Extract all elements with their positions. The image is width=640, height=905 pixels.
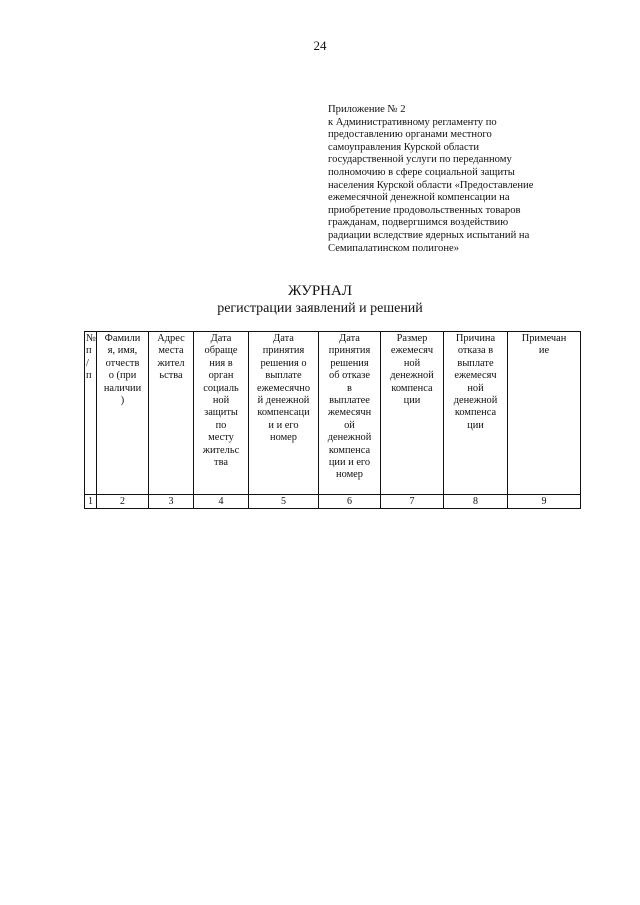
column-header-refusal-reason: Причина отказа в выплате ежемесяч ной денежной компенса ции bbox=[444, 332, 508, 495]
column-number-cell: 2 bbox=[97, 495, 149, 509]
column-header-full-name: Фамили я, имя, отчеств о (при наличии ) bbox=[97, 332, 149, 495]
appendix-line: предоставлению органами местного bbox=[328, 129, 492, 141]
page-number: 24 bbox=[313, 38, 327, 53]
appendix-line: гражданам, подвергшимся воздействию bbox=[328, 217, 509, 229]
appendix-line: государственной услуги по переданному bbox=[328, 154, 512, 166]
appendix-line: полномочию в сфере социальной защиты bbox=[328, 166, 515, 178]
appendix-block bbox=[328, 104, 578, 255]
appendix-line: приобретение продовольственных товаров bbox=[328, 204, 521, 216]
column-number-cell: 6 bbox=[319, 495, 381, 509]
journal-title: ЖУРНАЛ bbox=[287, 283, 353, 299]
column-number-cell: 1 bbox=[85, 495, 97, 509]
table-numbering-row bbox=[85, 495, 581, 509]
appendix-line: радиации вследствие ядерных испытаний на bbox=[328, 229, 530, 241]
column-header-application-date: Дата обраще ния в орган социаль ной защиты по месту жительс тва bbox=[194, 332, 249, 495]
appendix-line: населения Курской области «Предоставление bbox=[328, 179, 534, 191]
column-number-cell: 3 bbox=[149, 495, 194, 509]
column-header-note: Примечан ие bbox=[508, 332, 581, 495]
column-header-number: № п / п bbox=[85, 332, 97, 495]
column-number-cell: 7 bbox=[381, 495, 444, 509]
column-header-amount: Размер ежемесяч ной денежной компенса ции bbox=[381, 332, 444, 495]
table-header-row bbox=[85, 332, 581, 495]
column-header-address: Адрес места жител ьства bbox=[149, 332, 194, 495]
journal-table bbox=[84, 331, 581, 509]
column-number-cell: 8 bbox=[444, 495, 508, 509]
appendix-line: Приложение № 2 bbox=[328, 104, 406, 115]
column-header-payment-decision: Дата принятия решения о выплате ежемесячно й денежной компенсаци и и его номер bbox=[249, 332, 319, 495]
appendix-line: самоуправления Курской области bbox=[328, 141, 480, 153]
column-number-cell: 9 bbox=[508, 495, 581, 509]
appendix-line: Семипалатинском полигоне» bbox=[328, 242, 460, 254]
journal-subtitle: регистрации заявлений и решений bbox=[217, 301, 423, 316]
column-header-refusal-decision: Дата принятия решения об отказе в выплатее жемесячн ой денежной компенса ции и его номер bbox=[319, 332, 381, 495]
appendix-line: ежемесячной денежной компенсации на bbox=[328, 192, 510, 204]
appendix-line: к Административному регламенту по bbox=[328, 116, 497, 128]
column-number-cell: 4 bbox=[194, 495, 249, 509]
column-number-cell: 5 bbox=[249, 495, 319, 509]
